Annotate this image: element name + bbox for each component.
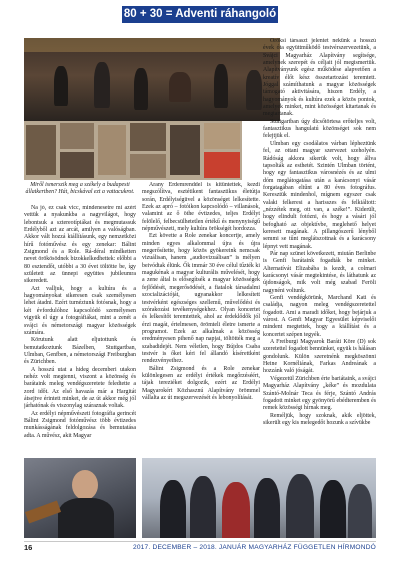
text-column-1 [24, 205, 136, 455]
col1-paragraph: Na jó, ez csak vicc, mindenesetre mi azért vettük a nyakunkba a nagyvilágot, hogy lebontsuk a sztereotípiákat és megmutassuk Erdélyből azt az arcát, amilyen a valóságban. Akkor vált hozzá kiállításunk, egy nemzetközi hírű fotóművész és egy zenekar: Bálint Zsigmond és a Role. Rá-déral mindketten nevet örökösödnek bizokkelkedhettek: előbbi a 80 esztendőt, utóbbi a 30 évet töltötte be, így született az ünnepi együttes jubileumra sikeredett. [24, 205, 136, 285]
col3-paragraph: Öröksi társaszt jelentet nekünk a hosszú évek óta együttműködő testvérszervezetünk, a Svájci Magyarház Alapítvány segítsége, amelynek szerepét és céljait jól megismertük. Alapítványunk egész működése alapvetően a kreatív élőt kész összetartozást teremtett. Jóggal számíthatunk a magyar közösségek támogató aktivitására, hiszen Erdély, a hagyományok és kultúra ezek a közös pontok, amelyek minket, mint közösséget kitartanak és megtartanak. [263, 38, 376, 118]
col3-paragraph: A Freiburgi Magyarok Baráti Köre (D) sok szeretettel fogadott bennünket, együk is hálásan gondolunk. Külön szeretnénk megköszönni Heine Kornéliának, Farkas Andreának a hozzánk való jóságát. [263, 339, 376, 375]
col1-paragraph: Az erdélyi népművészeti fotográfia gerincét Bálint Zsigmond fotóművész több évtizedes munkásságának feldolgozása és bemutatása adta. A művész, akit Magyar [24, 410, 136, 439]
col3-paragraph: Genfi vendégkörünk, Marchand Kati és családja, nagyon meleg vendégszeretettel fogadott. Ami a maradi időket, hogy bejárjuk a várost. A Genfi Magyar Egyesület képviselői mindent megtettek, hogy a kiállítást és a koncertet szépen tegyék. [263, 295, 376, 338]
col2-paragraph: Arany Érdemrenddel is kitüntettek, kezdi megszólítva, esztétikent fantasztikus életútja során, Erdélyiségüvel a közönséget lelkesítette. Ezek az apró – fotóikon kapcsolódó – villanások, valamint az ő öthe évtizedes, teljes Erdélyt felölelő, felbecsülhetetlen értékű és menynyiségű népművészeti, mely kultúra örökségét hordozza. [142, 182, 260, 233]
page-title: 80 + 30 = Adventi ráhangoló [122, 6, 278, 23]
concert-stage-photo [24, 38, 280, 121]
group-outdoor-photo [142, 458, 376, 538]
performer-portrait-photo [24, 458, 136, 538]
col3-paragraph: Reméljük, hogy szoknak, akik eljöttek, sikerült egy kis melegedőt hozunk a szívükbe [263, 412, 376, 426]
col3-paragraph: Végezetül Zürichben érte bariátaink, a svájci Magyarház Alapítvány „kéke” és mozdulata Szántó-Molnár Teca és férje, Szántó András fogadott minket egy gyönyörű ebédteremben és remek közösségi hírnak meg. [263, 375, 376, 412]
col3-paragraph: Ulmban egy csodálatos várban lépheztünk fel, az ottani magyar szervezet szeholyén. Rádóság akkora sikerük volt, hogy állva tapsolták az esthetét. Szintén Ulmban történt, hogy egy fantasztikus városnézés és az ulmi dóm meglátogatása után a karácsonyi vásár forgatagában eltűnt a 80 éves fotográfus. Keresztük mindenhol, mígnem egyszer csak valaki felkeresi a harisszes és felkiáltott: „nézzétek meg, ott van, a széke!”. Kiderült, hogy elindult fotózni, és hogy a vásári jól befogható az objektívbe, meglehető helyet keresett magának. A pillangószerű lényből semmi se tűnt meglátszottnak és a karácsony lépnyt vett magának. [263, 140, 376, 250]
col3-paragraph: Pár nap szünet következett, miután Berlinbe is Genfi barátaink fogadták be minket. Alternatívát Elizabába is kezdt, a colmari karácsonyi vásár megtekintése, és láthatunk az újdonságok, mik volt még szabad Feröli nagynéni voltunk. [263, 250, 376, 294]
col2-paragraph: Bálint Zsigmond és a Role zenekar különlegesen az erdélyi értékek megőrzéséért, tájak tereziéket dolgozik, ezért az Erdélyi Magyarokért Közhasznú Alapítvány örömmel vállalta az út megszervezését és lebonyolítását. [142, 365, 260, 401]
text-column-3 [263, 38, 376, 454]
col1-paragraph: Körutunk alatt eljutottunk és bemutatkoztunk Bázelben, Stuttgartban, Ulmban, Genfben, a németországi Freiburgban és Zürichben. [24, 337, 136, 366]
page-footer [24, 541, 376, 554]
page-number: 16 [24, 543, 33, 552]
col1-paragraph: Azt valljuk, hogy a kultúra és a hagyományokat sikeresen csak személyesen lehet átadni. Ezért turnéztunk fotósnak, hogy a két évfordulóhoz kapcsolódó személyesen vigyük el úgy a fotográfiákat, mint a zenét a svájci és németországi magyar közösségek számára. [24, 285, 136, 336]
issue-info: 2017. DECEMBER – 2018. JANUÁR MAGYARHÁZ FÜGGETLEN HÍRMONDÓ [132, 544, 376, 551]
col1-paragraph: A hosszú utat a hideg decemberi utakon nehéz volt megtenni, viszont a közönség és barátaink meleg vendégszeretete feledtette a zord időt. Az első havazás már a Hargitát átsejtve érintett minket, de az út akkor még jól járhatónak és viszonylag száraznak voltak. [24, 366, 136, 410]
col3-paragraph: Stuttgartban úgy dicsőtörtesa erőteljes volt, fantasztikus hangulatú közönséget sok nem felejtjük el. [263, 118, 376, 140]
photo-exhibition-collage [24, 121, 242, 180]
col2-paragraph: Ezt követte a Role zenekar koncertje, amely minden egyes alkalommal újra és újra megerősítette, hogy közös gyökereink nemcsak vizuálisan, hanem „audiovizuálisan” is mélyen beivódtak élünk. Ők immár 30 éve célul tűzték ki magukénak a magyar kulturális művelését, hogy a zene által is elősegítsék a magyar közösségek fejlődését, megerősödését, a fiatalok társadalmi szocializációját, ugyanakkor lelkesített testvérként egészséges szellemű, művelődési és szórakozási tevékenységekhez. Olyan koncertet és lelkesítőt teremtettek, ahol az érdeklődők jól érzi magát, értelmesen, örömteli életre ismerte a programot. Ezek az alkalmak a közösség eredményesen pihenő nap napjai, töltötték meg a szabadidejét. Nem véletlen, hogy Bújdos Csaba testvér is őket kéri fel állandó kísérettként rendezvényeihez. [142, 233, 260, 365]
photo-caption: Miről ismerszik meg a székely a budapesti állatkertben? Hát, bicskával ezt a vattacukrot. [25, 182, 135, 196]
text-column-2 [142, 182, 260, 455]
